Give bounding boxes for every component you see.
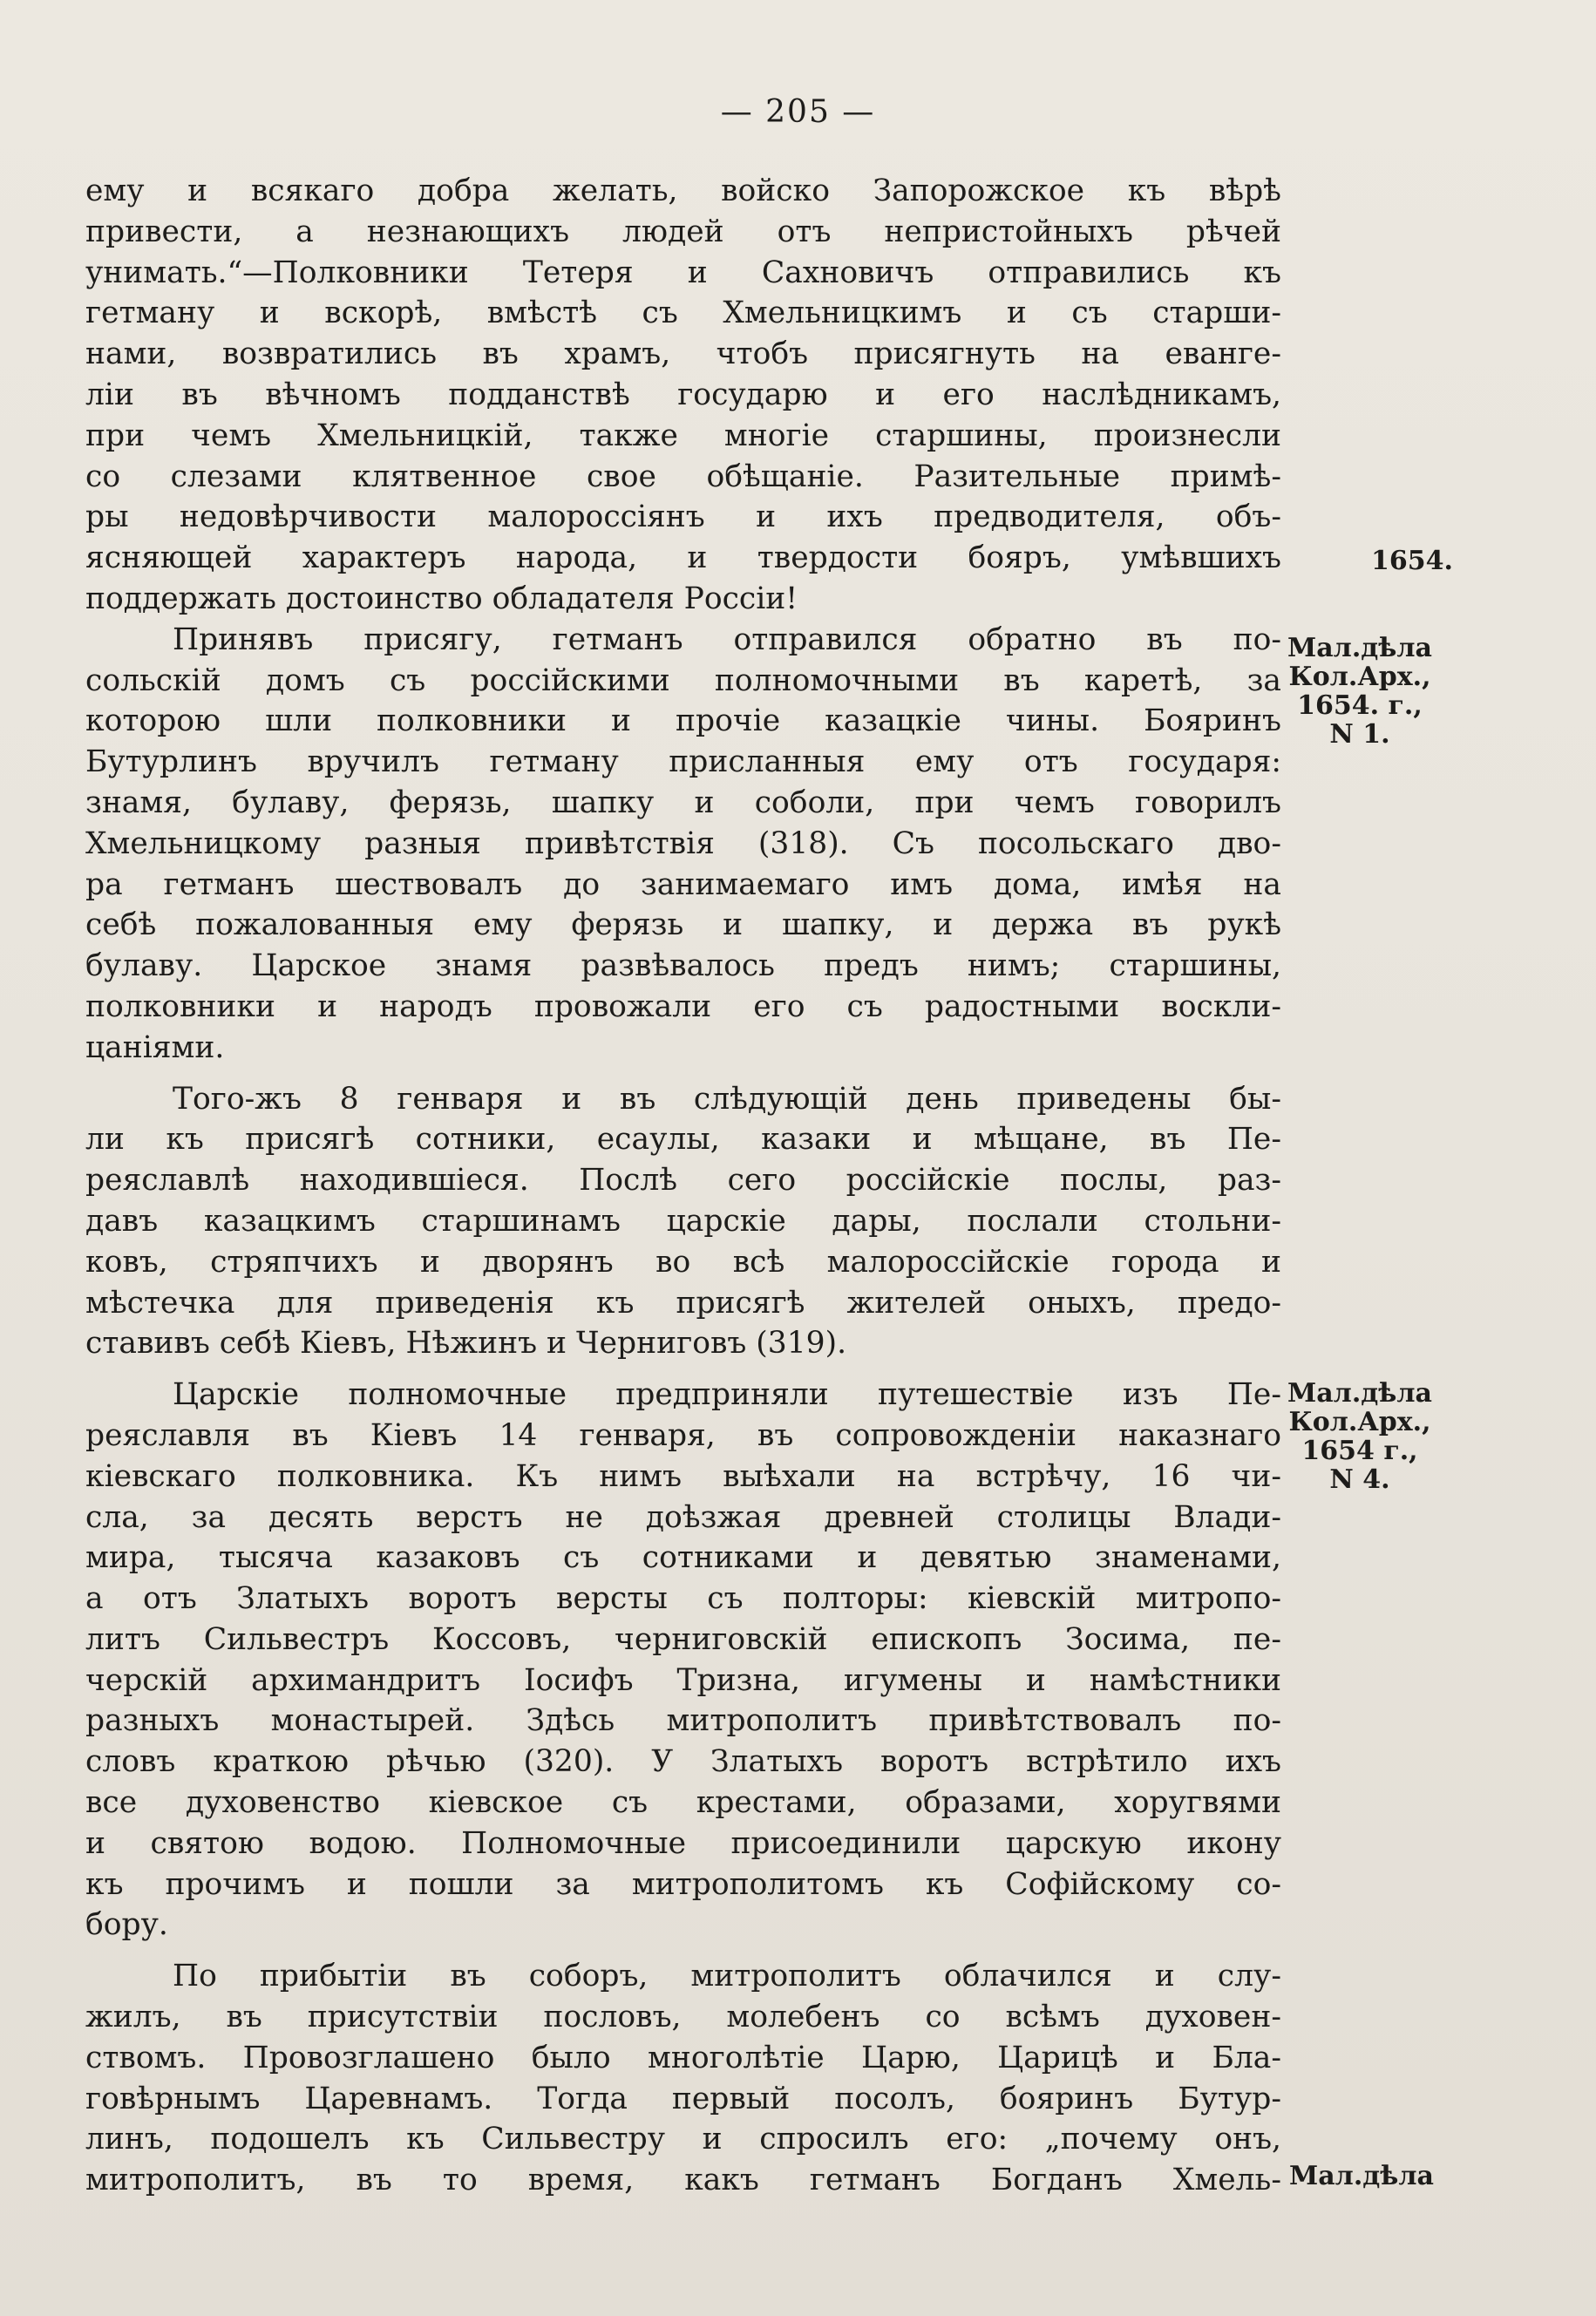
text-line: сольскій домъ съ россійскими полномочными въ каретѣ, за bbox=[85, 662, 1281, 698]
text-line: Бутурлинъ вручилъ гетману присланныя ему отъ государя: bbox=[85, 744, 1281, 780]
margin-note-line: Кол.Арх., bbox=[1288, 1407, 1431, 1437]
text-line: знамя, булаву, ферязь, шапку и соболи, при чемъ говорилъ bbox=[85, 784, 1281, 820]
text-line: гетману и вскорѣ, вмѣстѣ съ Хмельницкимъ и съ старши- bbox=[85, 295, 1281, 331]
text-line: Царскіе полномочные предприняли путешествіе изъ Пе- bbox=[173, 1377, 1281, 1413]
text-line: мира, тысяча казаковъ съ сотниками и девятью знаменами, bbox=[85, 1540, 1281, 1576]
text-line: къ прочимъ и пошли за митрополитомъ къ Софійскому со- bbox=[85, 1866, 1281, 1902]
text-line: привести, а незнающихъ людей отъ непристойныхъ рѣчей bbox=[85, 214, 1281, 249]
margin-note-reference bbox=[1274, 2162, 1449, 2190]
margin-note-year bbox=[1342, 547, 1482, 575]
text-line: Хмельницкому разныя привѣтствія (318). Съ посольскаго дво- bbox=[85, 825, 1281, 861]
text-line: реяславлѣ находившіеся. Послѣ сего россійскіе послы, раз- bbox=[85, 1163, 1281, 1199]
text-line: ли къ присягѣ сотники, есаулы, казаки и мѣщане, въ Пе- bbox=[85, 1122, 1281, 1158]
text-line: По прибытіи въ соборъ, митрополитъ облачился и слу- bbox=[173, 1959, 1281, 1994]
paragraph-gap bbox=[85, 1364, 1281, 1375]
text-line: цаніями. bbox=[85, 1029, 225, 1065]
text-line: бору. bbox=[85, 1907, 168, 1943]
text-line: митрополитъ, въ то время, какъ гетманъ Богданъ Хмель- bbox=[85, 2163, 1281, 2198]
text-line: говѣрнымъ Царевнамъ. Тогда первый посолъ, бояринъ Бутур- bbox=[85, 2081, 1281, 2116]
text-line: сла, за десять верстъ не доѣзжая древней столицы Влади- bbox=[85, 1499, 1281, 1535]
page-number: — 205 — bbox=[720, 94, 876, 130]
text-line: ры недовѣрчивости малороссіянъ и ихъ предводителя, объ- bbox=[85, 499, 1281, 535]
text-line: унимать.“—Полковники Тетеря и Сахновичъ отправились къ bbox=[85, 255, 1281, 290]
text-line: словъ краткою рѣчью (320). У Златыхъ воротъ встрѣтило ихъ bbox=[85, 1744, 1281, 1780]
text-line: давъ казацкимъ старшинамъ царскіе дары, послали стольни- bbox=[85, 1203, 1281, 1239]
margin-note-reference bbox=[1273, 1379, 1447, 1494]
text-line: себѣ пожалованныя ему ферязь и шапку, и держа въ рукѣ bbox=[85, 907, 1281, 943]
text-line: разныхъ монастырей. Здѣсь митрополитъ привѣтствовалъ по- bbox=[85, 1703, 1281, 1739]
text-line: мѣстечка для приведенія къ присягѣ жителей оныхъ, предо- bbox=[85, 1285, 1281, 1321]
text-line: которою шли полковники и прочіе казацкіе чины. Бояринъ bbox=[85, 703, 1281, 739]
margin-note-line: Мал.дѣла bbox=[1289, 2161, 1434, 2191]
text-line: ра гетманъ шествовалъ до занимаемаго имъ дома, имѣя на bbox=[85, 866, 1281, 902]
margin-note-line: 1654. г., bbox=[1297, 690, 1423, 721]
text-line: ему и всякаго добра желать, войско Запорожское къ вѣрѣ bbox=[85, 173, 1281, 208]
text-line: черскій архимандритъ Іосифъ Тризна, игумены и намѣстники bbox=[85, 1662, 1281, 1698]
text-line: Того-жъ 8 генваря и въ слѣдующій день приведены бы- bbox=[173, 1081, 1281, 1117]
text-line: линъ, подошелъ къ Сильвестру и спросилъ его: „почему онъ, bbox=[85, 2122, 1281, 2157]
text-line: ліи въ вѣчномъ подданствѣ государю и его наслѣдникамъ, bbox=[85, 377, 1281, 412]
margin-note-line: Кол.Арх., bbox=[1288, 662, 1431, 692]
text-line: жилъ, въ присутствіи пословъ, молебенъ со всѣмъ духовен- bbox=[85, 2000, 1281, 2035]
margin-note-line: N 1. bbox=[1329, 719, 1390, 750]
text-line: реяславля въ Кіевъ 14 генваря, въ сопровожденіи наказнаго bbox=[85, 1417, 1281, 1453]
margin-note-line: 1654 г., bbox=[1301, 1436, 1418, 1466]
text-line: ставивъ себѣ Кіевъ, Нѣжинъ и Черниговъ (319). bbox=[85, 1326, 847, 1362]
margin-note-reference bbox=[1273, 634, 1447, 749]
text-line: ковъ, стряпчихъ и дворянъ во всѣ малороссійскіе города и bbox=[85, 1244, 1281, 1280]
text-line: нами, возвратились въ храмъ, чтобъ присягнуть на еванге- bbox=[85, 336, 1281, 372]
margin-note-line: Мал.дѣла bbox=[1287, 1378, 1432, 1409]
margin-note-line: Мал.дѣла bbox=[1287, 633, 1432, 663]
text-line: поддержать достоинство обладателя Россіи! bbox=[85, 581, 798, 616]
paragraph-gap bbox=[85, 1069, 1281, 1079]
text-line: ствомъ. Провозглашено было многолѣтіе Царю, Царицѣ и Бла- bbox=[85, 2040, 1281, 2075]
text-line: ясняющей характеръ народа, и твердости бояръ, умѣвшихъ bbox=[85, 540, 1281, 576]
text-line: Принявъ присягу, гетманъ отправился обратно въ по- bbox=[173, 621, 1281, 657]
text-line: литъ Сильвестръ Коссовъ, черниговскій епископъ Зосима, пе- bbox=[85, 1621, 1281, 1657]
text-line: со слезами клятвенное свое обѣщаніе. Разительные примѣ- bbox=[85, 458, 1281, 494]
text-line: а отъ Златыхъ воротъ версты съ полторы: кіевскій митропо- bbox=[85, 1581, 1281, 1617]
margin-note-line: 1654. bbox=[1371, 546, 1453, 576]
body-text bbox=[85, 171, 1281, 2201]
text-line: все духовенство кіевское съ крестами, образами, хоругвями bbox=[85, 1785, 1281, 1821]
text-line: булаву. Царское знамя развѣвалось предъ нимъ; старшины, bbox=[85, 948, 1281, 984]
text-line: полковники и народъ провожали его съ радостными воскли- bbox=[85, 988, 1281, 1024]
paragraph-gap bbox=[85, 1946, 1281, 1956]
text-line: кіевскаго полковника. Къ нимъ выѣхали на встрѣчу, 16 чи- bbox=[85, 1458, 1281, 1494]
text-line: при чемъ Хмельницкій, также многіе старшины, произнесли bbox=[85, 418, 1281, 453]
margin-note-line: N 4. bbox=[1329, 1464, 1390, 1495]
text-line: и святою водою. Полномочные присоединили царскую икону bbox=[85, 1825, 1281, 1861]
